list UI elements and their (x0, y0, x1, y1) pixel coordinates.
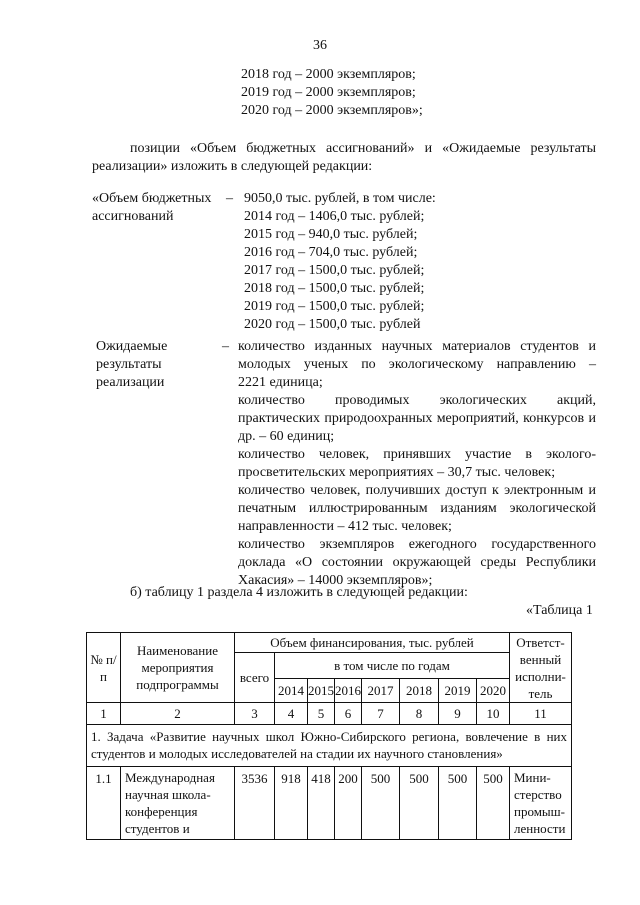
row-name: Международная научная школа-конференция студентов и (121, 767, 235, 840)
row-value: 200 (335, 767, 362, 840)
results-line-4: практических природоохранных мероприятий, конкурсов и (238, 411, 596, 426)
row-value: 918 (275, 767, 308, 840)
header-responsible: Ответст-венный исполни-тель (510, 633, 572, 703)
header-total: всего (235, 653, 275, 703)
column-number: 2 (121, 703, 235, 725)
column-number: 5 (308, 703, 335, 725)
results-label-2: результаты (96, 357, 162, 372)
results-line-5: др. – 60 единиц; (238, 429, 335, 444)
results-line-9: печатным иллюстрированным изданиям экологической (238, 501, 596, 516)
budget-label-1: «Объем бюджетных (92, 191, 212, 206)
results-line-13: Хакасия» – 14000 экземпляров»; (238, 573, 433, 588)
column-number: 4 (275, 703, 308, 725)
row-value: 500 (362, 767, 400, 840)
row-value-total: 3536 (235, 767, 275, 840)
results-label-3: реализации (96, 375, 165, 390)
row-num: 1.1 (87, 767, 121, 840)
budget-value-3: 2016 год – 704,0 тыс. рублей; (244, 245, 418, 260)
page-number: 36 (313, 38, 327, 53)
header-num: № п/п (87, 633, 121, 703)
header-year: 2018 (400, 679, 439, 703)
budget-value-5: 2018 год – 1500,0 тыс. рублей; (244, 281, 425, 296)
table-intro: б) таблицу 1 раздела 4 изложить в следующей редакции: (130, 585, 468, 600)
column-number: 11 (510, 703, 572, 725)
budget-value-2: 2015 год – 940,0 тыс. рублей; (244, 227, 418, 242)
budget-value-4: 2017 год – 1500,0 тыс. рублей; (244, 263, 425, 278)
column-number: 1 (87, 703, 121, 725)
column-number: 10 (477, 703, 510, 725)
results-line-0: количество изданных научных материалов студентов и (238, 339, 596, 354)
top-line-2: 2019 год – 2000 экземпляров; (241, 85, 416, 100)
budget-value-6: 2019 год – 1500,0 тыс. рублей; (244, 299, 425, 314)
column-number: 8 (400, 703, 439, 725)
results-line-7: просветительских мероприятиях – 30,7 тыс. человек; (238, 465, 556, 480)
top-line-1: 2018 год – 2000 экземпляров; (241, 67, 416, 82)
results-dash: – (222, 339, 229, 354)
row-value: 500 (477, 767, 510, 840)
row-value: 500 (439, 767, 477, 840)
intro-line-1: позиции «Объем бюджетных ассигнований» и «Ожидаемые результаты (130, 141, 596, 156)
results-line-6: количество человек, принявших участие в эколого- (238, 447, 596, 462)
results-line-3: количество проводимых экологических акций, (238, 393, 596, 408)
results-line-11: количество экземпляров ежегодного государственного (238, 537, 596, 552)
row-value: 500 (400, 767, 439, 840)
results-label-1: Ожидаемые (96, 339, 168, 354)
header-year: 2017 (362, 679, 400, 703)
header-year: 2019 (439, 679, 477, 703)
header-funding: Объем финансирования, тыс. рублей (235, 633, 510, 653)
table-caption: «Таблица 1 (526, 603, 593, 618)
row-responsible: Мини-стерство промыш-ленности (510, 767, 572, 840)
budget-label-2: ассигнований (92, 209, 174, 224)
task-row: 1. Задача «Развитие научных школ Южно-Сибирского региона, вовлечение в них студентов и молодых исследователей на стадии их научного становления» (87, 725, 572, 767)
header-name: Наименование мероприятия подпрограммы (121, 633, 235, 703)
results-line-8: количество человек, получивших доступ к электронным и (238, 483, 596, 498)
column-number: 9 (439, 703, 477, 725)
header-year: 2020 (477, 679, 510, 703)
column-number: 6 (335, 703, 362, 725)
header-by-years: в том числе по годам (275, 653, 510, 679)
column-number: 7 (362, 703, 400, 725)
budget-dash: – (226, 191, 233, 206)
header-year: 2014 (275, 679, 308, 703)
budget-value-7: 2020 год – 1500,0 тыс. рублей (244, 317, 421, 332)
results-line-1: молодых ученых по экологическому направлению – (238, 357, 596, 372)
budget-value-1: 2014 год – 1406,0 тыс. рублей; (244, 209, 425, 224)
intro-line-2: реализации» изложить в следующей редакции: (92, 159, 373, 174)
results-line-10: направленности – 412 тыс. человек; (238, 519, 452, 534)
row-value: 418 (308, 767, 335, 840)
top-line-3: 2020 год – 2000 экземпляров»; (241, 103, 423, 118)
header-year: 2016 (335, 679, 362, 703)
results-line-2: 2221 единица; (238, 375, 323, 390)
funding-table (86, 632, 572, 840)
budget-value-0: 9050,0 тыс. рублей, в том числе: (244, 191, 436, 206)
results-line-12: доклада «О состоянии окружающей среды Республики (238, 555, 596, 570)
header-year: 2015 (308, 679, 335, 703)
column-number: 3 (235, 703, 275, 725)
